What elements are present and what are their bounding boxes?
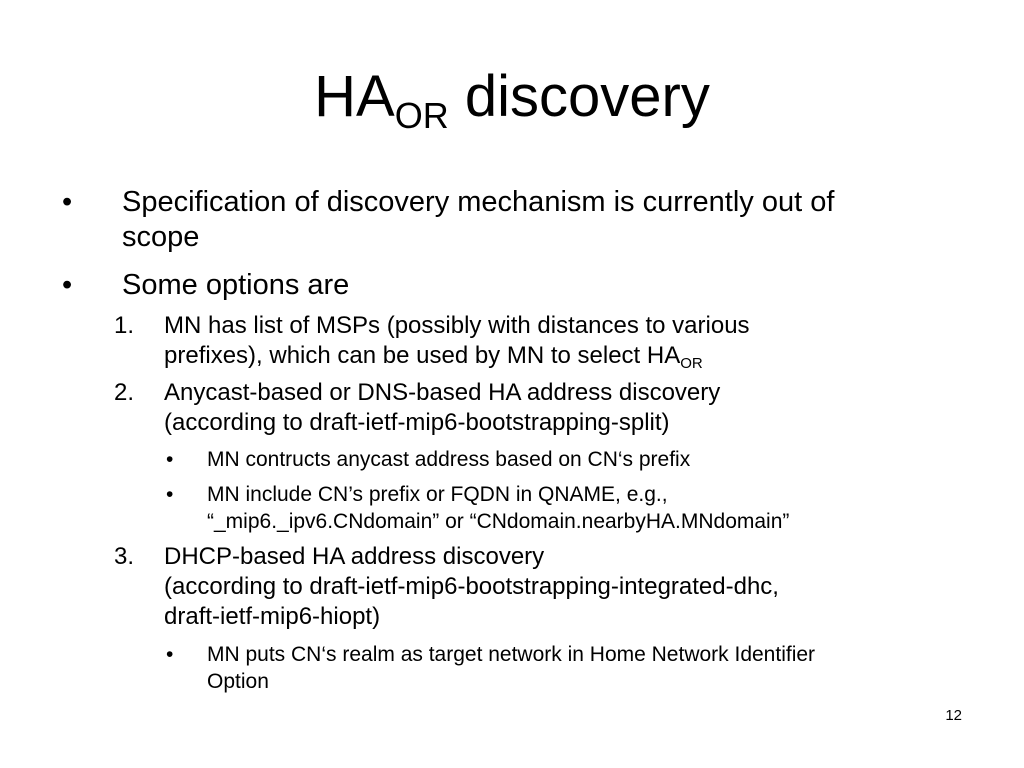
title-rest: discovery — [448, 64, 710, 129]
option-line: Anycast-based or DNS-based HA address discovery — [164, 379, 721, 406]
subitem-marker: • — [166, 448, 174, 471]
option-number: 2. — [114, 379, 135, 406]
bullet-marker: • — [62, 269, 73, 301]
subitem-line: Option — [207, 670, 269, 693]
option-line: DHCP-based HA address discovery — [164, 543, 545, 570]
option-line: (according to draft-ietf-mip6-bootstrapping-integrated-dhc, — [164, 573, 779, 600]
subitem-line: MN contructs anycast address based on CN‘s prefix — [207, 448, 691, 471]
bullet-marker: • — [62, 186, 73, 218]
title-main: HA — [314, 64, 395, 129]
option-number: 1. — [114, 312, 135, 339]
subitem-line: “_mip6._ipv6.CNdomain” or “CNdomain.nearbyHA.MNdomain” — [207, 510, 790, 533]
bullet-line: Some options are — [122, 269, 350, 301]
bullet-text — [122, 268, 982, 303]
subitem-text — [207, 641, 967, 695]
title-subscript: OR — [394, 95, 449, 136]
option-line: prefixes), which can be used by MN to select HA — [164, 342, 681, 369]
subitem-text — [207, 481, 967, 535]
page-number: 12 — [945, 707, 962, 724]
option-line: (according to draft-ietf-mip6-bootstrapping-split) — [164, 409, 670, 436]
bullet-line: Specification of discovery mechanism is currently out of — [122, 186, 835, 218]
subitem-line: MN include CN’s prefix or FQDN in QNAME, e.g., — [207, 483, 668, 506]
option-text — [164, 311, 984, 374]
subitem-marker: • — [166, 643, 174, 666]
option-line: draft-ietf-mip6-hiopt) — [164, 603, 381, 630]
option-text — [164, 542, 984, 632]
option-line: MN has list of MSPs (possibly with distances to various — [164, 312, 750, 339]
bullet-text — [122, 185, 982, 255]
subitem-text — [207, 446, 967, 473]
slide-title — [0, 62, 1024, 139]
option-text — [164, 378, 984, 438]
option-subscript: OR — [680, 355, 703, 372]
subitem-line: MN puts CN‘s realm as target network in Home Network Identifier — [207, 643, 816, 666]
subitem-marker: • — [166, 483, 174, 506]
option-number: 3. — [114, 543, 135, 570]
bullet-line: scope — [122, 221, 200, 253]
